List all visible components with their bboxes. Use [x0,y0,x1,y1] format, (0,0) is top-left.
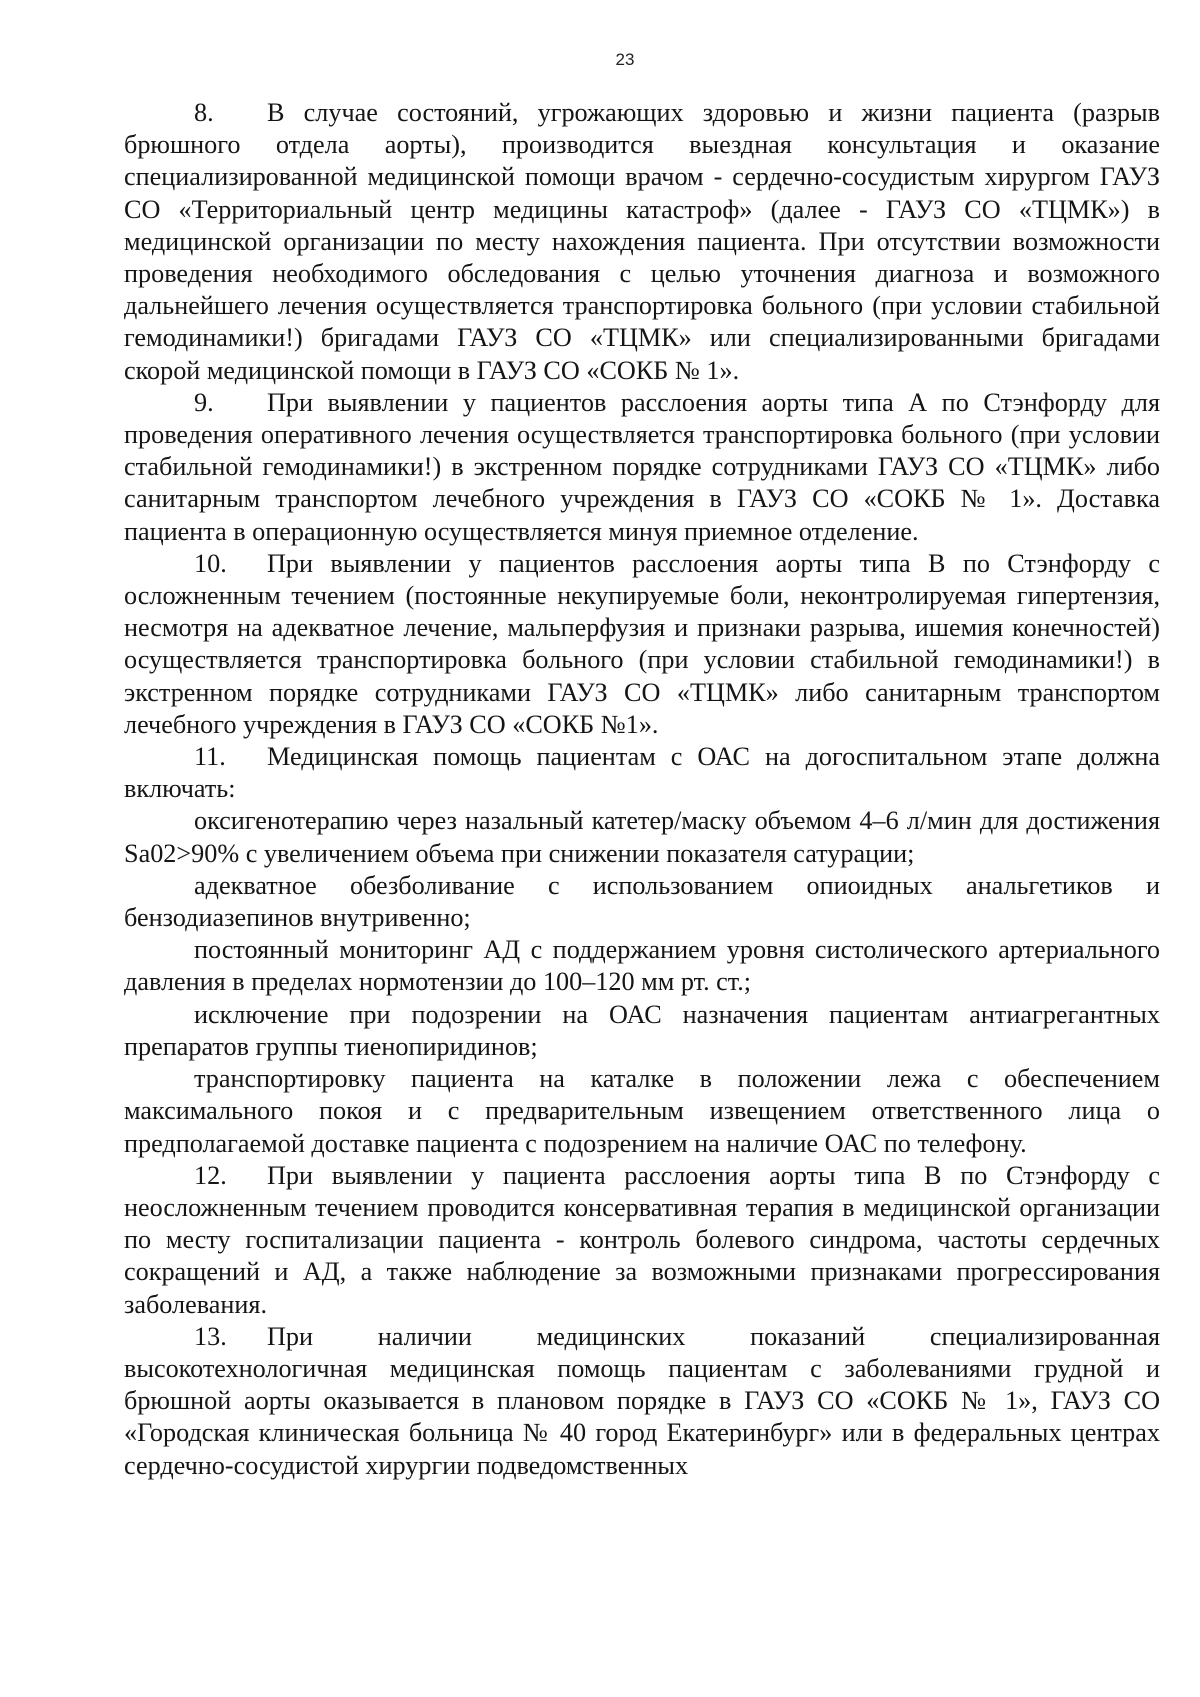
paragraph-text: В случае состояний, угрожающих здоровью и жизни пациента (разрыв брюшного отдела аорты), производится выездная консультация и оказание специализированной медицинской помощи врачом - сердечно-сосудистым хирургом ГАУЗ СО «Территориальный центр медицины катастроф» (далее - ГАУЗ СО «ТЦМК») в медицинской организации по месту нахождения пациента. При отсутствии возможности проведения необходимого обследования с целью уточнения диагноза и возможного дальнейшего лечения осуществляется транспортировка больного (при условии стабильной гемодинамики!) бригадами ГАУЗ СО «ТЦМК» или специализированными бригадами скорой медицинской помощи в ГАУЗ СО «СОКБ № 1». [124,98,1160,385]
paragraph-number: 10. [194,548,227,578]
paragraph-number: 12. [194,1160,227,1190]
list-item-bp-monitoring: постоянный мониторинг АД с поддержанием уровня систолического артериального давления в пределах нормотензии до 100–120 мм рт. ст.; [124,935,1160,997]
paragraph-number: 11. [194,742,226,772]
paragraph-12 [124,1160,1160,1321]
paragraph-number: 8. [194,98,214,127]
paragraph-9 [124,387,1160,548]
paragraph-text: При наличии медицинских показаний специализированная высокотехнологичная медицинская помощь пациентам с заболеваниями грудной и брюшной аорты оказывается в плановом порядке в ГАУЗ СО «СОКБ № 1», ГАУЗ СО «Городская клиническая больница № 40 город Екатеринбург» или в федеральных центрах сердечно-сосудистой хирургии подведомственных [124,1321,1160,1480]
paragraph-13 [124,1321,1160,1482]
page-number: 23 [615,50,635,69]
paragraph-number: 9. [194,387,214,417]
paragraph-text: При выявлении у пациента расслоения аорты типа В по Стэнфорду с неосложненным течением проводится консервативная терапия в медицинской организации по месту госпитализации пациента - контроль болевого синдрома, частоты сердечных сокращений и АД, а также наблюдение за возможными признаками прогрессирования заболевания. [124,1160,1160,1319]
list-item-transport: транспортировку пациента на каталке в положении лежа с обеспечением максимального покоя и с предварительным извещением ответственного лица о предполагаемой доставке пациента с подозрением на наличие ОАС по телефону. [124,1064,1160,1158]
paragraph-8 [124,97,1160,387]
paragraph-number: 13. [194,1321,227,1351]
paragraph-text: При выявлении у пациентов расслоения аорты типа В по Стэнфорду с осложненным течением (постоянные некупируемые боли, неконтролируемая гипертензия, несмотря на адекватное лечение, мальперфузия и признаки разрыва, ишемия конечностей) осуществляется транспортировка больного (при условии стабильной гемодинамики!) в экстренном порядке сотрудниками ГАУЗ СО «ТЦМК» либо санитарным транспортом лечебного учреждения в ГАУЗ СО «СОКБ №1». [124,548,1160,739]
paragraph-text: При выявлении у пациентов расслоения аорты типа А по Стэнфорду для проведения оперативного лечения осуществляется транспортировка больного (при условии стабильной гемодинамики!) в экстренном порядке сотрудниками ГАУЗ СО «ТЦМК» либо санитарным транспортом лечебного учреждения в ГАУЗ СО «СОКБ № 1». Доставка пациента в операционную осуществляется минуя приемное отделение. [124,387,1160,546]
document-body [124,97,1160,1482]
paragraph-11 [124,741,1160,805]
paragraph-10 [124,548,1160,741]
list-item-analgesia: адекватное обезболивание с использованием опиоидных анальгетиков и бензодиазепинов внутривенно; [124,870,1160,933]
paragraph-text: Медицинская помощь пациентам с ОАС на догоспитальном этапе должна включать: [124,742,1160,804]
list-item-antiplatelet-exclusion: исключение при подозрении на ОАС назначения пациентам антиагрегантных препаратов группы тиенопиридинов; [124,999,1160,1061]
list-item-oxygen-therapy: оксигенотерапию через назальный катетер/маску объемом 4–6 л/мин для достижения Sa02>90% с увеличением объема при снижении показателя сатурации; [124,806,1160,868]
